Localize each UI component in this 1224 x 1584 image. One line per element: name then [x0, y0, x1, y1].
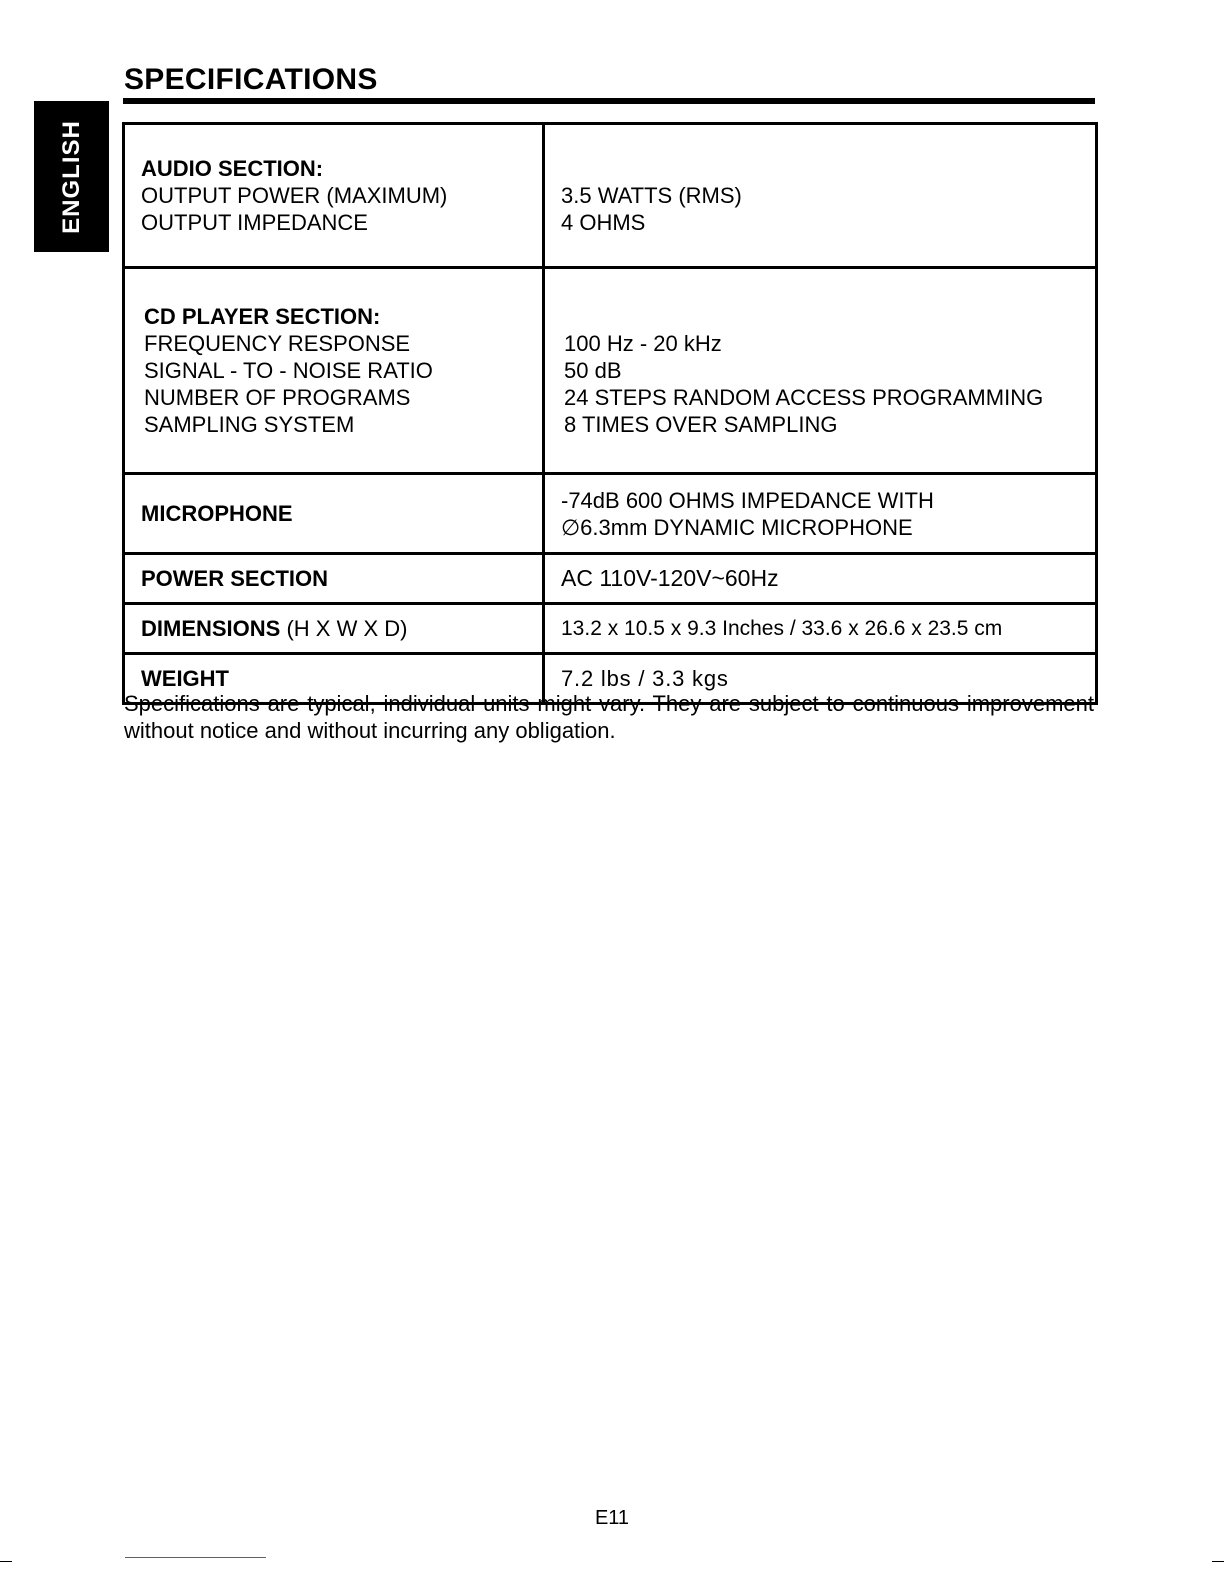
spec-value: AC 110V-120V~60Hz [561, 565, 779, 591]
specifications-note: Specifications are typical, individual units might vary. They are subject to continuous improvement without notice and without incurring any obligation. [124, 691, 1094, 743]
audio-section-labels [124, 124, 544, 268]
spec-label: SAMPLING SYSTEM [144, 412, 355, 437]
cd-player-section-row [124, 268, 1097, 474]
audio-section-row [124, 124, 1097, 268]
cd-player-section-labels [124, 268, 544, 474]
title-underline [123, 98, 1095, 104]
spec-value: 7.2 lbs / 3.3 kgs [561, 666, 729, 691]
dimensions-label-suffix: (H X W X D) [280, 616, 408, 641]
spec-value: 50 dB [564, 358, 622, 383]
power-section-label-text: POWER SECTION [141, 566, 329, 591]
dimensions-row [124, 604, 1097, 654]
page-title: SPECIFICATIONS [124, 63, 378, 96]
power-section-value [544, 554, 1097, 604]
spec-value: 8 TIMES OVER SAMPLING [564, 412, 838, 437]
crop-mark-left [0, 1561, 12, 1562]
microphone-row [124, 474, 1097, 554]
power-section-row [124, 554, 1097, 604]
spec-value: 13.2 x 10.5 x 9.3 Inches / 33.6 x 26.6 x 23.5 cm [561, 617, 1003, 640]
spec-value: -74dB 600 OHMS IMPEDANCE WITH [561, 487, 934, 513]
spec-label: SIGNAL - TO - NOISE RATIO [144, 358, 433, 383]
cd-player-section-heading: CD PLAYER SECTION: [144, 304, 381, 329]
spec-value: 4 OHMS [561, 210, 646, 235]
spec-label: FREQUENCY RESPONSE [144, 331, 411, 356]
page-number: E11 [594, 1507, 630, 1529]
spec-value: 100 Hz - 20 kHz [564, 331, 722, 356]
spec-value: ∅6.3mm DYNAMIC MICROPHONE [561, 514, 913, 540]
dimensions-label [124, 604, 544, 654]
microphone-values [544, 474, 1097, 554]
audio-section-heading: AUDIO SECTION: [141, 156, 324, 181]
footer-rule [125, 1557, 266, 1558]
dimensions-label-text: DIMENSIONS [141, 616, 281, 641]
spec-label: OUTPUT IMPEDANCE [141, 210, 368, 235]
spec-value: 24 STEPS RANDOM ACCESS PROGRAMMING [564, 385, 1044, 410]
spec-value: 3.5 WATTS (RMS) [561, 183, 742, 208]
audio-section-values [544, 124, 1097, 268]
power-section-label [124, 554, 544, 604]
spec-label: NUMBER OF PROGRAMS [144, 385, 411, 410]
microphone-label-text: MICROPHONE [141, 501, 293, 526]
dimensions-value [544, 604, 1097, 654]
specifications-table [122, 122, 1098, 705]
language-tab [34, 101, 109, 252]
language-tab-label: ENGLISH [57, 119, 85, 234]
spec-label: OUTPUT POWER (MAXIMUM) [141, 183, 448, 208]
microphone-label [124, 474, 544, 554]
weight-label-text: WEIGHT [141, 666, 229, 691]
cd-player-section-values [544, 268, 1097, 474]
crop-mark-right [1212, 1561, 1224, 1562]
